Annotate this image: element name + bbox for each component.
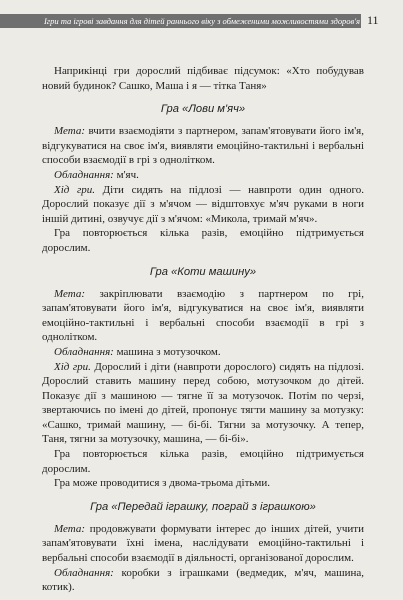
game1-course-text: Діти сидять на підлозі — навпроти один одного. Дорослий показує дії з м'ячом — відштовхує м'яч руками в ноги іншій дитині, озвучує дії з м'ячом: «Микола, тримай м'яч». bbox=[42, 183, 364, 225]
header-title: Ігри та ігрові завдання для дітей раннього віку з обмеженими можливостями здоров'я bbox=[44, 16, 360, 26]
game3-goal bbox=[42, 522, 364, 566]
game2-equipment bbox=[42, 345, 364, 360]
game3-equipment-label: Обладнання: bbox=[54, 566, 114, 579]
game1-equipment-label: Обладнання: bbox=[54, 168, 114, 181]
page-content bbox=[42, 64, 364, 595]
game1-course-label: Хід гри. bbox=[54, 183, 96, 196]
game3-goal-label: Мета: bbox=[54, 522, 85, 535]
game2-group-note: Гра може проводитися з двома-трьома дітьми. bbox=[54, 477, 271, 490]
game2-title: Гра «Коти машину» bbox=[149, 265, 257, 278]
game2-equipment-text: машина з мотузочком. bbox=[113, 345, 221, 358]
game1-repeat: Гра повторюється кілька разів, емоційно підтримується дорослим. bbox=[42, 227, 364, 254]
game3-goal-text: продовжувати формувати інтерес до інших дітей, учити запам'ятовувати їхні імена, наслідувати емоційно-тактильні і вербальні способи взаємодії в діяльності, організованої дорослим. bbox=[42, 522, 364, 565]
game1-course bbox=[42, 183, 364, 227]
game1-goal bbox=[42, 124, 364, 168]
game2-equipment-label: Обладнання: bbox=[54, 345, 114, 358]
game3-equipment bbox=[42, 566, 364, 595]
game1-goal-label: Мета: bbox=[54, 125, 85, 138]
intro-paragraph: Наприкінці гри дорослий підбиває підсумок: «Хто побудував новий будинок? Сашко, Маша і я — тітка Таня» bbox=[42, 65, 364, 92]
game2-goal bbox=[42, 287, 364, 345]
game2-goal-label: Мета: bbox=[54, 287, 85, 300]
game3-title: Гра «Передай іграшку, пограй з іграшкою» bbox=[90, 500, 316, 513]
game2-course bbox=[42, 360, 364, 448]
running-header bbox=[0, 0, 403, 36]
game2-repeat: Гра повторюється кілька разів, емоційно підтримується дорослим. bbox=[42, 448, 364, 475]
game1-title: Гра «Лови м'яч» bbox=[160, 103, 246, 116]
page-number: 11 bbox=[367, 13, 379, 27]
game2-course-label: Хід гри. bbox=[54, 360, 91, 373]
game3-equipment-text: коробки з іграшками (ведмедик, м'яч, машина, котик). bbox=[42, 566, 364, 594]
game1-equipment bbox=[42, 168, 364, 183]
game2-goal-text: закріплювати взаємодію з партнером по грі, запам'ятовувати його ім'я, відгукуватися на своє ім'я, виявляти емоційно-тактильні і вербальні способи взаємодії в грі з однолітком. bbox=[42, 287, 364, 344]
game1-equipment-text: м'яч. bbox=[113, 168, 139, 181]
game1-goal-text: вчити взаємодіяти з партнером, запам'ятовувати його ім'я, відгукуватися на своє ім'я, виявляти емоційно-тактильні і вербальні способи взаємодії в грі з однолітком. bbox=[42, 125, 364, 167]
game2-course-text: Дорослий і діти (навпроти дорослого) сидять на підлозі. Дорослий ставить машину перед собою, мотузочком до дітей. Показує дії з машиною — тягне її за мотузочок. Потім по черзі, звертаючись по імені до дітей, пропонує тягти машину за мотузку: «Сашко, тримай машину, — бі-бі. Тягни за мотузочку. А тепер, Таня, тягни за мотузочку, машина, — бі-бі». bbox=[42, 360, 364, 446]
